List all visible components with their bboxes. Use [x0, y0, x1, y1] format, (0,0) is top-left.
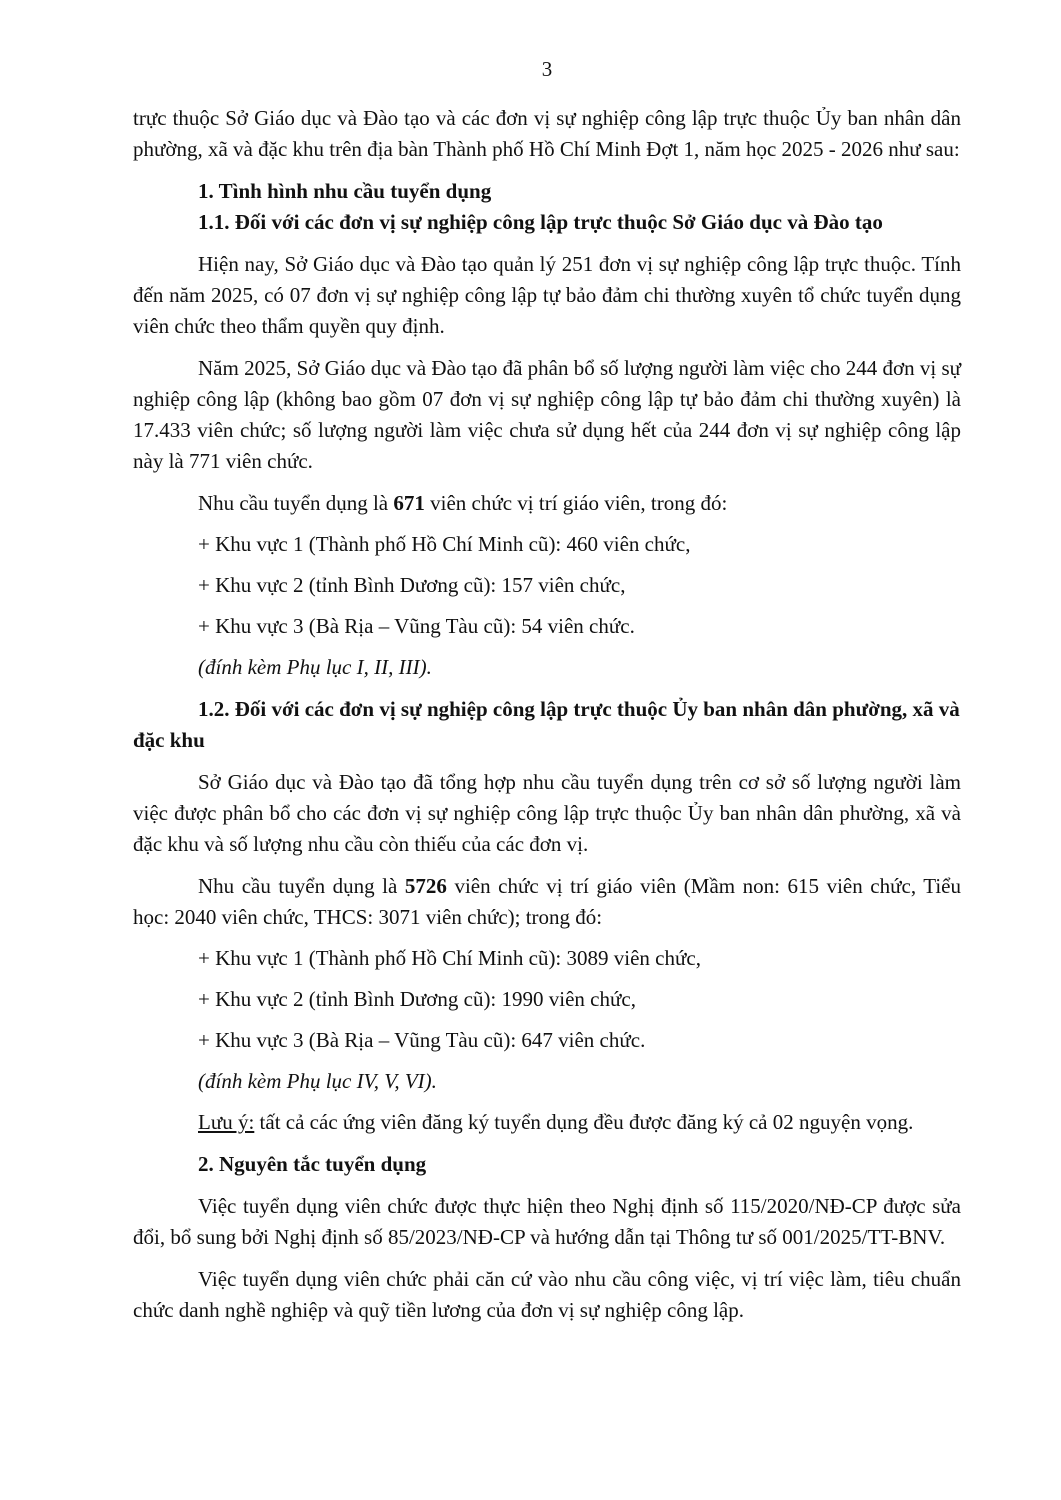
section-1-heading: 1. Tình hình nhu cầu tuyển dụng: [198, 179, 492, 203]
section-2-paragraph-2: Việc tuyển dụng viên chức phải căn cứ vào nhu cầu công việc, vị trí việc làm, tiêu chuẩn chức danh nghề nghiệp và quỹ tiền lương của đơn vị sự nghiệp công lập.: [133, 1267, 961, 1322]
list-item: + Khu vực 2 (tỉnh Bình Dương cũ): 1990 viên chức,: [198, 987, 636, 1011]
list-item: + Khu vực 1 (Thành phố Hồ Chí Minh cũ): 3089 viên chức,: [198, 946, 701, 970]
section-1-2-demand: [133, 871, 961, 933]
list-item: + Khu vực 2 (tỉnh Bình Dương cũ): 157 viên chức,: [198, 573, 626, 597]
attachment-note: (đính kèm Phụ lục IV, V, VI).: [198, 1069, 437, 1093]
attachment-note: (đính kèm Phụ lục I, II, III).: [198, 655, 432, 679]
section-1-2-paragraph-1: Sở Giáo dục và Đào tạo đã tổng hợp nhu cầu tuyển dụng trên cơ sở số lượng người làm việc được phân bổ cho các đơn vị sự nghiệp công lập trực thuộc Ủy ban nhân dân phường, xã và đặc khu và số lượng nhu cầu còn thiếu của các đơn vị.: [133, 770, 961, 856]
section-1-1-demand: [133, 488, 961, 519]
demand-suffix: viên chức vị trí giáo viên (Mầm non: 615 viên chức, Tiểu học: 2040 viên chức, THCS: 3071 viên chức); trong đó:: [133, 874, 962, 929]
section-2-paragraph-1: Việc tuyển dụng viên chức được thực hiện theo Nghị định số 115/2020/NĐ-CP được sửa đổi, bổ sung bởi Nghị định số 85/2023/NĐ-CP và hướng dẫn tại Thông tư số 001/2025/TT-BNV.: [133, 1194, 961, 1249]
section-1-1-heading: 1.1. Đối với các đơn vị sự nghiệp công lập trực thuộc Sở Giáo dục và Đào tạo: [198, 210, 883, 234]
section-1-1-paragraph-1: Hiện nay, Sở Giáo dục và Đào tạo quản lý 251 đơn vị sự nghiệp công lập trực thuộc. Tính đến năm 2025, có 07 đơn vị sự nghiệp công lập tự bảo đảm chi thường xuyên tổ chức tuyển dụng viên chức theo thẩm quyền quy định.: [133, 252, 961, 338]
list-item: + Khu vực 3 (Bà Rịa – Vũng Tàu cũ): 54 viên chức.: [198, 614, 635, 638]
section-1-1-paragraph-2: Năm 2025, Sở Giáo dục và Đào tạo đã phân bổ số lượng người làm việc cho 244 đơn vị sự nghiệp công lập (không bao gồm 07 đơn vị sự nghiệp công lập tự bảo đảm chi thường xuyên) là 17.433 viên chức; số lượng người làm việc chưa sử dụng hết của 244 đơn vị sự nghiệp công lập này là 771 viên chức.: [133, 356, 961, 473]
list-item: + Khu vực 1 (Thành phố Hồ Chí Minh cũ): 460 viên chức,: [198, 532, 691, 556]
demand-prefix: Nhu cầu tuyển dụng là: [198, 874, 405, 898]
note-label: Lưu ý:: [198, 1110, 255, 1134]
note-paragraph: [133, 1107, 961, 1138]
demand-value: 5726: [404, 874, 447, 898]
section-2-heading: 2. Nguyên tắc tuyển dụng: [198, 1152, 427, 1176]
section-1-2-heading: 1.2. Đối với các đơn vị sự nghiệp công lập trực thuộc Ủy ban nhân dân phường, xã và đặc khu: [133, 697, 960, 752]
note-text: tất cả các ứng viên đăng ký tuyển dụng đều được đăng ký cả 02 nguyện vọng.: [254, 1110, 914, 1134]
demand-value: 671: [393, 491, 425, 515]
demand-prefix: Nhu cầu tuyển dụng là: [198, 491, 394, 515]
intro-paragraph: trực thuộc Sở Giáo dục và Đào tạo và các đơn vị sự nghiệp công lập trực thuộc Ủy ban nhân dân phường, xã và đặc khu trên địa bàn Thành phố Hồ Chí Minh Đợt 1, năm học 2025 - 2026 như sau:: [133, 106, 961, 161]
demand-suffix: viên chức vị trí giáo viên, trong đó:: [424, 491, 728, 515]
list-item: + Khu vực 3 (Bà Rịa – Vũng Tàu cũ): 647 viên chức.: [198, 1028, 646, 1052]
page-number: 3: [541, 57, 553, 81]
